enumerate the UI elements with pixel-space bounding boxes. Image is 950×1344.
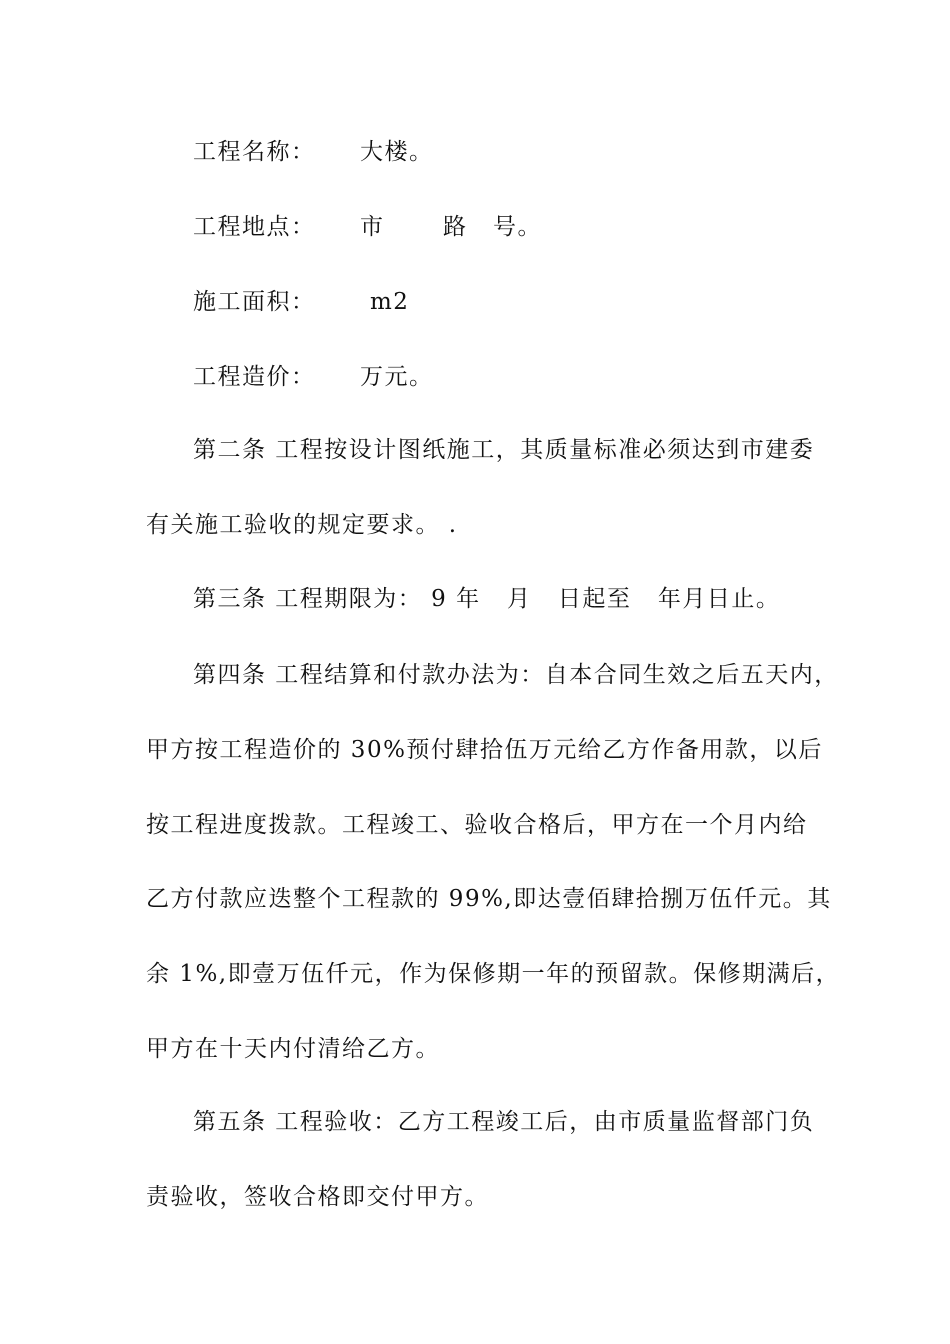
- project-location-number: 号。: [493, 214, 542, 240]
- project-location-city: 市: [360, 214, 385, 240]
- article-5-line-1: 第五条 工程验收：乙方工程竣工后，由市质量监督部门负: [193, 1109, 815, 1135]
- construction-area-unit: m2: [370, 289, 410, 315]
- article-4-line-3: 按工程进度拨款。工程竣工、验收合格后，甲方在一个月内给: [146, 812, 808, 838]
- article-4-line-4: 乙方付款应迭整个工程款的 99%,即达壹佰肆拾捌万伍仟元。其: [146, 886, 832, 912]
- construction-area-label: 施工面积：: [193, 289, 316, 315]
- project-cost-value: 万元。: [360, 364, 434, 390]
- article-4-line-6: 甲方在十天内付清给乙方。: [146, 1036, 440, 1062]
- article-2-line-2: 有关施工验收的规定要求。 .: [146, 512, 458, 538]
- project-location-label: 工程地点：: [193, 214, 316, 240]
- article-5-line-2: 责验收，签收合格即交付甲方。: [146, 1184, 489, 1210]
- article-4-line-2: 甲方按工程造价的 30%预付肆拾伍万元给乙方作备用款，以后: [146, 737, 823, 763]
- article-4-line-5: 余 1%,即壹万伍仟元，作为保修期一年的预留款。保修期满后，: [146, 961, 841, 987]
- project-name-label: 工程名称：: [193, 139, 316, 165]
- project-cost-label: 工程造价：: [193, 364, 316, 390]
- article-2-line-1: 第二条 工程按设计图纸施工，其质量标准必须达到市建委: [193, 437, 815, 463]
- project-name-value: 大楼。: [360, 139, 434, 165]
- article-3-line-1: 第三条 工程期限为： 9 年 月 日起至 年月日止。: [193, 586, 781, 612]
- project-location-road: 路: [443, 214, 468, 240]
- article-4-line-1: 第四条 工程结算和付款办法为：自本合同生效之后五天内，: [193, 662, 839, 688]
